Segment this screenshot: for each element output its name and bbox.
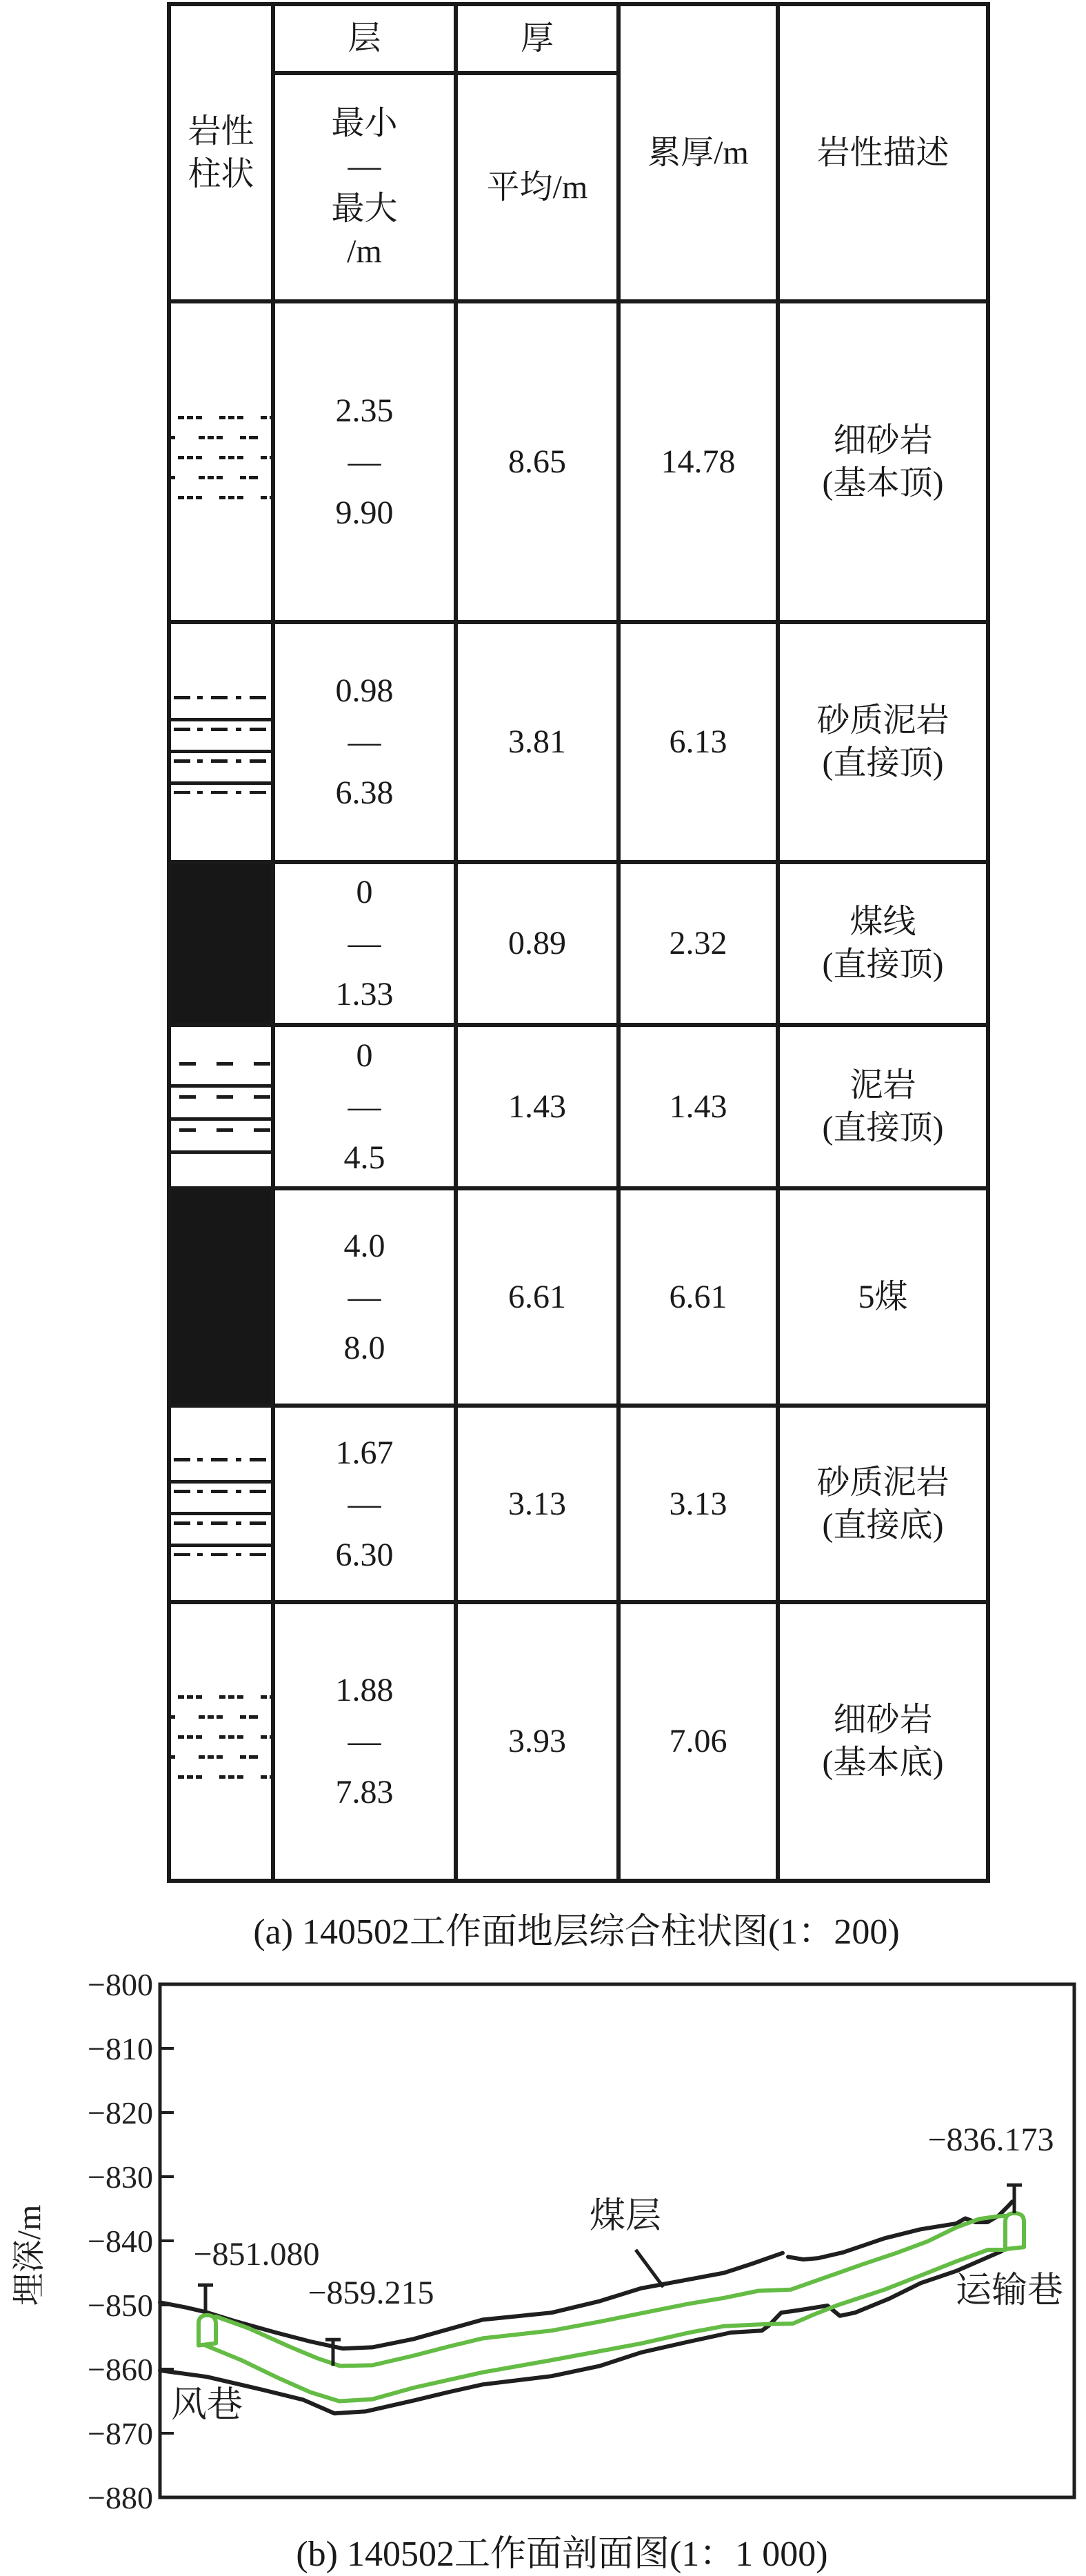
lithology-pattern-sandy-mudstone xyxy=(169,1406,273,1602)
tunnel-arch xyxy=(1005,2213,1024,2249)
cum-value: 6.13 xyxy=(619,622,778,862)
chart-annotation: −851.080 xyxy=(193,2236,320,2273)
avg-value: 3.13 xyxy=(456,1406,619,1602)
caption-panel-a: (a) 140502工作面地层综合柱状图(1：200) xyxy=(253,1913,900,1952)
chart-annotation: −859.215 xyxy=(308,2275,434,2311)
range-dash: — xyxy=(348,1723,381,1759)
table-row xyxy=(169,301,988,622)
table-row xyxy=(169,1406,988,1602)
coal-seam-leader-line xyxy=(636,2250,663,2287)
y-axis-tick-label: −800 xyxy=(88,1967,153,2003)
y-axis-tick-label: −830 xyxy=(88,2159,153,2195)
lithology-description: 细砂岩 (基本底) xyxy=(778,1602,988,1881)
range-dash: — xyxy=(348,1278,381,1315)
caption-panel-b: (b) 140502工作面剖面图(1：1 000) xyxy=(296,2535,828,2574)
lithology-description: 煤线 (直接顶) xyxy=(778,862,988,1025)
y-axis-tick-label: −880 xyxy=(88,2480,153,2516)
header-litho-line1: 岩性 xyxy=(188,112,254,150)
y-axis-tick-label: −840 xyxy=(88,2224,153,2259)
min-value: 0.98 xyxy=(335,672,394,709)
lithology-pattern-sandy-mudstone xyxy=(169,622,273,862)
profile-line-floor xyxy=(160,2251,1002,2413)
lithology-description: 砂质泥岩 (直接顶) xyxy=(778,622,988,862)
range-dash: — xyxy=(348,723,381,760)
lithology-description: 5煤 xyxy=(778,1188,988,1406)
profile-chart xyxy=(0,1959,1086,2524)
cum-value: 7.06 xyxy=(619,1602,778,1881)
avg-value: 3.93 xyxy=(456,1602,619,1881)
header-cumulative-thickness: 累厚/m xyxy=(619,4,778,301)
header-dash: — xyxy=(348,147,381,184)
y-axis-tick-label: −850 xyxy=(88,2288,153,2324)
chart-annotation: 煤层 xyxy=(589,2197,662,2236)
y-axis-tick-label: −820 xyxy=(88,2095,153,2131)
stratigraphic-column-table xyxy=(167,2,990,1883)
max-value: 8.0 xyxy=(343,1329,385,1366)
table-row xyxy=(169,862,988,1025)
table-row xyxy=(169,1602,988,1881)
profile-line-coal-seam-bottom xyxy=(205,2250,1005,2402)
avg-value: 3.81 xyxy=(456,622,619,862)
max-value: 6.30 xyxy=(335,1536,394,1573)
table-row xyxy=(169,622,988,862)
y-axis-tick-label: −870 xyxy=(88,2416,153,2452)
cum-value: 14.78 xyxy=(619,301,778,622)
chart-annotation: 风巷 xyxy=(170,2386,243,2425)
cum-value: 6.61 xyxy=(619,1188,778,1406)
min-value: 4.0 xyxy=(343,1227,385,1264)
max-value: 4.5 xyxy=(343,1139,385,1176)
chart-annotation: 运输巷 xyxy=(955,2271,1064,2310)
y-axis-tick-label: −860 xyxy=(88,2352,153,2388)
cum-value: 3.13 xyxy=(619,1406,778,1602)
cum-value: 1.43 xyxy=(619,1025,778,1188)
lithology-pattern-fine-sandstone xyxy=(169,1602,273,1881)
header-thickness: 厚 xyxy=(456,4,619,73)
range-dash: — xyxy=(348,1088,381,1125)
header-max: 最大 xyxy=(331,190,398,227)
lithology-pattern-mudstone xyxy=(169,1025,273,1188)
lithology-description: 泥岩 (直接顶) xyxy=(778,1025,988,1188)
lithology-description: 砂质泥岩 (直接底) xyxy=(778,1406,988,1602)
lithology-description: 细砂岩 (基本顶) xyxy=(778,301,988,622)
header-lithology-column xyxy=(169,4,273,301)
table-row xyxy=(169,1188,988,1406)
min-value: 1.67 xyxy=(335,1434,394,1471)
max-value: 6.38 xyxy=(335,775,394,811)
header-layer: 层 xyxy=(273,4,456,73)
avg-value: 8.65 xyxy=(456,301,619,622)
y-axis-tick-label: −810 xyxy=(88,2031,153,2067)
table-row xyxy=(169,1025,988,1188)
max-value: 9.90 xyxy=(335,494,394,531)
max-value: 1.33 xyxy=(335,976,394,1012)
range-dash: — xyxy=(348,443,381,480)
cum-value: 2.32 xyxy=(619,862,778,1025)
lithology-pattern-coal xyxy=(169,1188,273,1406)
lithology-pattern-coal xyxy=(169,862,273,1025)
range-dash: — xyxy=(348,1485,381,1522)
min-value: 1.88 xyxy=(335,1672,394,1708)
tunnel-arch xyxy=(199,2315,216,2346)
header-average: 平均/m xyxy=(456,73,619,301)
min-value: 0 xyxy=(356,1037,373,1074)
header-min: 最小 xyxy=(331,104,398,141)
chart-annotation: −836.173 xyxy=(927,2121,1054,2158)
header-litho-line2: 柱状 xyxy=(188,155,254,192)
avg-value: 1.43 xyxy=(456,1025,619,1188)
min-value: 2.35 xyxy=(335,392,394,429)
lithology-pattern-fine-sandstone xyxy=(169,301,273,622)
header-lithology-description: 岩性描述 xyxy=(778,4,988,301)
min-value: 0 xyxy=(356,874,373,910)
max-value: 7.83 xyxy=(335,1774,394,1810)
y-axis-title: 埋深/m xyxy=(11,2204,48,2306)
range-dash: — xyxy=(348,925,381,961)
header-unit: /m xyxy=(347,232,382,270)
avg-value: 6.61 xyxy=(456,1188,619,1406)
header-min-max xyxy=(273,73,456,301)
avg-value: 0.89 xyxy=(456,862,619,1025)
